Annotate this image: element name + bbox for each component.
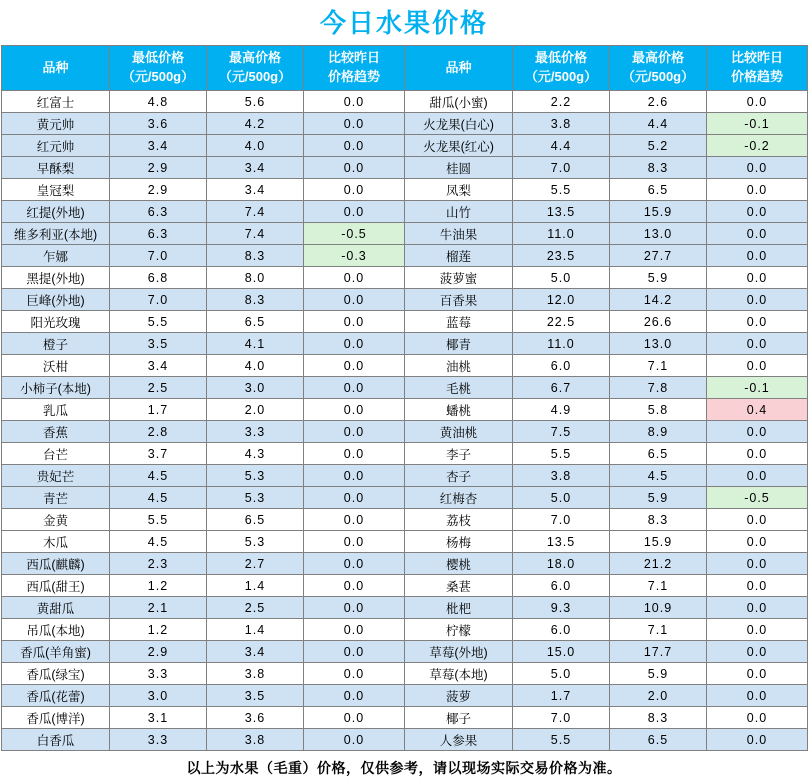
header-name-left: 品种	[2, 46, 110, 91]
cell-trend-right: 0.0	[707, 443, 808, 465]
header-high-left	[207, 46, 304, 91]
cell-low-left: 1.2	[110, 575, 207, 597]
cell-low-left: 2.3	[110, 553, 207, 575]
cell-low-left: 2.9	[110, 641, 207, 663]
cell-high-right: 15.9	[610, 201, 707, 223]
cell-low-right: 5.5	[513, 443, 610, 465]
cell-high-left: 2.0	[207, 399, 304, 421]
cell-low-left: 3.3	[110, 729, 207, 751]
cell-low-right: 4.9	[513, 399, 610, 421]
cell-trend-right: 0.0	[707, 531, 808, 553]
cell-high-left: 4.0	[207, 135, 304, 157]
cell-low-left: 4.5	[110, 531, 207, 553]
table-row	[2, 509, 808, 531]
cell-high-right: 27.7	[610, 245, 707, 267]
cell-low-right: 2.2	[513, 91, 610, 113]
cell-trend-left: 0.0	[304, 707, 405, 729]
cell-trend-right: 0.0	[707, 707, 808, 729]
cell-low-left: 6.3	[110, 201, 207, 223]
cell-low-right: 6.0	[513, 355, 610, 377]
cell-name-left: 白香瓜	[2, 729, 110, 751]
cell-name-right: 蓝莓	[405, 311, 513, 333]
cell-name-right: 樱桃	[405, 553, 513, 575]
header-high-right-line1: 最高价格	[631, 50, 684, 66]
cell-low-left: 3.3	[110, 663, 207, 685]
cell-low-right: 12.0	[513, 289, 610, 311]
cell-trend-left: 0.0	[304, 179, 405, 201]
cell-name-left: 黑提(外地)	[2, 267, 110, 289]
cell-high-left: 3.3	[207, 421, 304, 443]
cell-name-left: 吊瓜(本地)	[2, 619, 110, 641]
cell-trend-right: 0.0	[707, 553, 808, 575]
header-high-right-line2: （元/500g）	[621, 69, 695, 85]
cell-trend-right: 0.0	[707, 619, 808, 641]
cell-trend-left: 0.0	[304, 311, 405, 333]
cell-low-left: 2.9	[110, 157, 207, 179]
cell-high-left: 2.7	[207, 553, 304, 575]
cell-high-right: 5.9	[610, 663, 707, 685]
table-row	[2, 729, 808, 751]
header-trend-right-line1: 比较昨日	[730, 50, 783, 66]
table-row	[2, 91, 808, 113]
cell-high-left: 3.0	[207, 377, 304, 399]
cell-name-right: 火龙果(白心)	[405, 113, 513, 135]
cell-high-left: 5.3	[207, 465, 304, 487]
table-row	[2, 179, 808, 201]
cell-name-left: 木瓜	[2, 531, 110, 553]
cell-low-left: 2.8	[110, 421, 207, 443]
cell-high-right: 21.2	[610, 553, 707, 575]
cell-trend-left: 0.0	[304, 685, 405, 707]
cell-high-right: 2.6	[610, 91, 707, 113]
cell-high-right: 7.1	[610, 575, 707, 597]
cell-trend-right: 0.0	[707, 663, 808, 685]
cell-name-right: 油桃	[405, 355, 513, 377]
cell-low-left: 2.1	[110, 597, 207, 619]
cell-low-left: 3.4	[110, 135, 207, 157]
header-low-right	[513, 46, 610, 91]
cell-name-left: 小柿子(本地)	[2, 377, 110, 399]
table-row	[2, 245, 808, 267]
table-row	[2, 421, 808, 443]
cell-high-right: 15.9	[610, 531, 707, 553]
cell-high-left: 4.1	[207, 333, 304, 355]
table-row	[2, 685, 808, 707]
table-row	[2, 289, 808, 311]
cell-trend-left: 0.0	[304, 641, 405, 663]
header-trend-left	[304, 46, 405, 91]
cell-name-left: 早酥梨	[2, 157, 110, 179]
cell-trend-left: 0.0	[304, 575, 405, 597]
cell-high-left: 1.4	[207, 575, 304, 597]
cell-trend-right: 0.0	[707, 157, 808, 179]
header-low-right-line1: 最低价格	[534, 50, 587, 66]
cell-high-left: 3.8	[207, 663, 304, 685]
cell-name-right: 甜瓜(小蜜)	[405, 91, 513, 113]
cell-high-left: 3.6	[207, 707, 304, 729]
table-body	[2, 91, 808, 751]
cell-high-right: 8.3	[610, 707, 707, 729]
cell-high-left: 3.5	[207, 685, 304, 707]
cell-high-left: 4.3	[207, 443, 304, 465]
cell-high-left: 3.4	[207, 179, 304, 201]
cell-low-right: 5.5	[513, 729, 610, 751]
header-low-right-line2: （元/500g）	[524, 69, 598, 85]
cell-low-left: 7.0	[110, 289, 207, 311]
table-row	[2, 619, 808, 641]
cell-name-left: 香瓜(羊角蜜)	[2, 641, 110, 663]
cell-name-right: 荔枝	[405, 509, 513, 531]
cell-low-left: 4.8	[110, 91, 207, 113]
cell-low-right: 9.3	[513, 597, 610, 619]
cell-trend-right: 0.0	[707, 509, 808, 531]
cell-high-right: 4.4	[610, 113, 707, 135]
cell-low-right: 13.5	[513, 201, 610, 223]
cell-name-left: 橙子	[2, 333, 110, 355]
cell-low-right: 3.8	[513, 465, 610, 487]
cell-low-left: 5.5	[110, 311, 207, 333]
cell-low-left: 6.8	[110, 267, 207, 289]
table-row	[2, 201, 808, 223]
cell-name-right: 火龙果(红心)	[405, 135, 513, 157]
header-trend-left-line2: 价格趋势	[327, 69, 380, 85]
header-high-right	[610, 46, 707, 91]
cell-trend-right: 0.4	[707, 399, 808, 421]
cell-high-right: 14.2	[610, 289, 707, 311]
cell-name-right: 杏子	[405, 465, 513, 487]
cell-name-left: 青芒	[2, 487, 110, 509]
cell-name-left: 皇冠梨	[2, 179, 110, 201]
table-row	[2, 663, 808, 685]
table-row	[2, 531, 808, 553]
cell-name-right: 蟠桃	[405, 399, 513, 421]
cell-high-right: 2.0	[610, 685, 707, 707]
table-row	[2, 465, 808, 487]
cell-name-left: 黄元帅	[2, 113, 110, 135]
cell-high-right: 6.5	[610, 179, 707, 201]
cell-name-right: 人参果	[405, 729, 513, 751]
cell-trend-left: 0.0	[304, 597, 405, 619]
cell-trend-left: 0.0	[304, 399, 405, 421]
cell-trend-right: -0.1	[707, 113, 808, 135]
cell-name-right: 柠檬	[405, 619, 513, 641]
cell-trend-right: 0.0	[707, 597, 808, 619]
table-row	[2, 377, 808, 399]
cell-name-left: 乍娜	[2, 245, 110, 267]
cell-trend-left: 0.0	[304, 531, 405, 553]
cell-low-left: 2.9	[110, 179, 207, 201]
cell-low-left: 1.2	[110, 619, 207, 641]
cell-trend-right: 0.0	[707, 245, 808, 267]
page-title: 今日水果价格	[319, 8, 488, 38]
footer-note: 以上为水果（毛重）价格，仅供参考，请以现场实际交易价格为准。	[186, 760, 622, 777]
cell-high-right: 5.9	[610, 487, 707, 509]
table-row	[2, 157, 808, 179]
cell-name-right: 黄油桃	[405, 421, 513, 443]
cell-name-left: 红富士	[2, 91, 110, 113]
cell-trend-left: 0.0	[304, 465, 405, 487]
cell-trend-left: 0.0	[304, 619, 405, 641]
cell-trend-left: 0.0	[304, 157, 405, 179]
cell-low-left: 2.5	[110, 377, 207, 399]
table-row	[2, 641, 808, 663]
cell-low-left: 6.3	[110, 223, 207, 245]
cell-name-right: 草莓(外地)	[405, 641, 513, 663]
cell-name-right: 椰青	[405, 333, 513, 355]
cell-low-left: 4.5	[110, 465, 207, 487]
cell-name-left: 红提(外地)	[2, 201, 110, 223]
cell-trend-left: 0.0	[304, 135, 405, 157]
cell-name-right: 菠萝	[405, 685, 513, 707]
cell-trend-left: 0.0	[304, 509, 405, 531]
cell-trend-left: 0.0	[304, 113, 405, 135]
cell-name-right: 凤梨	[405, 179, 513, 201]
cell-name-left: 香瓜(花蕾)	[2, 685, 110, 707]
cell-high-right: 8.3	[610, 157, 707, 179]
cell-name-left: 黄甜瓜	[2, 597, 110, 619]
header-trend-right	[707, 46, 808, 91]
cell-name-right: 牛油果	[405, 223, 513, 245]
cell-high-left: 3.8	[207, 729, 304, 751]
cell-high-left: 6.5	[207, 509, 304, 531]
cell-low-right: 23.5	[513, 245, 610, 267]
cell-name-right: 百香果	[405, 289, 513, 311]
cell-trend-right: 0.0	[707, 223, 808, 245]
cell-trend-right: 0.0	[707, 333, 808, 355]
cell-trend-right: 0.0	[707, 201, 808, 223]
cell-name-right: 椰子	[405, 707, 513, 729]
cell-name-left: 巨峰(外地)	[2, 289, 110, 311]
cell-high-left: 3.4	[207, 157, 304, 179]
cell-name-left: 贵妃芒	[2, 465, 110, 487]
cell-low-right: 7.5	[513, 421, 610, 443]
cell-trend-right: 0.0	[707, 311, 808, 333]
cell-low-right: 6.0	[513, 619, 610, 641]
cell-high-left: 7.4	[207, 201, 304, 223]
cell-name-left: 乳瓜	[2, 399, 110, 421]
cell-trend-right: 0.0	[707, 267, 808, 289]
table-row	[2, 553, 808, 575]
cell-trend-right: 0.0	[707, 91, 808, 113]
cell-low-right: 11.0	[513, 333, 610, 355]
cell-name-right: 桑葚	[405, 575, 513, 597]
cell-trend-left: -0.3	[304, 245, 405, 267]
cell-trend-left: 0.0	[304, 487, 405, 509]
cell-high-left: 8.3	[207, 289, 304, 311]
cell-low-right: 6.0	[513, 575, 610, 597]
cell-trend-left: 0.0	[304, 267, 405, 289]
cell-high-left: 5.6	[207, 91, 304, 113]
cell-low-left: 3.0	[110, 685, 207, 707]
header-low-left	[110, 46, 207, 91]
cell-high-right: 7.1	[610, 619, 707, 641]
header-trend-right-line2: 价格趋势	[730, 69, 783, 85]
cell-name-right: 榴莲	[405, 245, 513, 267]
cell-high-left: 7.4	[207, 223, 304, 245]
cell-high-left: 4.0	[207, 355, 304, 377]
cell-name-left: 香瓜(绿宝)	[2, 663, 110, 685]
table-row	[2, 311, 808, 333]
cell-low-right: 5.0	[513, 663, 610, 685]
cell-name-left: 红元帅	[2, 135, 110, 157]
table-row	[2, 487, 808, 509]
cell-trend-left: 0.0	[304, 553, 405, 575]
cell-high-right: 13.0	[610, 223, 707, 245]
cell-low-right: 11.0	[513, 223, 610, 245]
cell-high-right: 17.7	[610, 641, 707, 663]
cell-trend-right: 0.0	[707, 355, 808, 377]
cell-high-right: 8.3	[610, 509, 707, 531]
table-row	[2, 597, 808, 619]
header-high-left-line1: 最高价格	[228, 50, 281, 66]
table-row	[2, 223, 808, 245]
cell-name-left: 西瓜(甜王)	[2, 575, 110, 597]
cell-high-left: 5.3	[207, 531, 304, 553]
cell-trend-right: 0.0	[707, 465, 808, 487]
cell-high-right: 13.0	[610, 333, 707, 355]
cell-high-left: 8.0	[207, 267, 304, 289]
cell-high-right: 7.8	[610, 377, 707, 399]
cell-trend-left: 0.0	[304, 377, 405, 399]
cell-low-left: 3.6	[110, 113, 207, 135]
cell-low-right: 7.0	[513, 157, 610, 179]
cell-low-left: 3.4	[110, 355, 207, 377]
cell-low-right: 13.5	[513, 531, 610, 553]
cell-trend-left: 0.0	[304, 729, 405, 751]
cell-name-left: 金黄	[2, 509, 110, 531]
cell-low-right: 4.4	[513, 135, 610, 157]
cell-trend-right: -0.1	[707, 377, 808, 399]
cell-trend-left: 0.0	[304, 201, 405, 223]
cell-low-left: 3.1	[110, 707, 207, 729]
cell-high-left: 6.5	[207, 311, 304, 333]
cell-trend-left: 0.0	[304, 421, 405, 443]
cell-low-right: 1.7	[513, 685, 610, 707]
cell-name-left: 沃柑	[2, 355, 110, 377]
cell-trend-right: 0.0	[707, 729, 808, 751]
table-row	[2, 707, 808, 729]
cell-trend-left: 0.0	[304, 663, 405, 685]
cell-trend-left: 0.0	[304, 289, 405, 311]
cell-low-right: 18.0	[513, 553, 610, 575]
cell-name-right: 李子	[405, 443, 513, 465]
cell-low-right: 15.0	[513, 641, 610, 663]
cell-high-left: 2.5	[207, 597, 304, 619]
cell-trend-left: 0.0	[304, 355, 405, 377]
cell-name-right: 桂圆	[405, 157, 513, 179]
cell-low-right: 22.5	[513, 311, 610, 333]
cell-low-left: 3.7	[110, 443, 207, 465]
cell-low-left: 7.0	[110, 245, 207, 267]
table-row	[2, 355, 808, 377]
cell-low-left: 4.5	[110, 487, 207, 509]
cell-high-right: 5.9	[610, 267, 707, 289]
cell-name-left: 维多利亚(本地)	[2, 223, 110, 245]
cell-high-left: 4.2	[207, 113, 304, 135]
cell-low-left: 3.5	[110, 333, 207, 355]
cell-high-right: 7.1	[610, 355, 707, 377]
cell-name-left: 西瓜(麒麟)	[2, 553, 110, 575]
cell-name-left: 香蕉	[2, 421, 110, 443]
cell-trend-left: 0.0	[304, 333, 405, 355]
cell-name-right: 杨梅	[405, 531, 513, 553]
cell-low-right: 6.7	[513, 377, 610, 399]
header-high-left-line2: （元/500g）	[218, 69, 292, 85]
cell-trend-left: 0.0	[304, 443, 405, 465]
table-row	[2, 113, 808, 135]
fruit-price-table	[1, 45, 808, 751]
cell-low-right: 5.0	[513, 487, 610, 509]
cell-low-right: 5.5	[513, 179, 610, 201]
cell-name-right: 菠萝蜜	[405, 267, 513, 289]
cell-low-right: 3.8	[513, 113, 610, 135]
table-row	[2, 135, 808, 157]
cell-name-right: 毛桃	[405, 377, 513, 399]
cell-trend-right: 0.0	[707, 421, 808, 443]
cell-high-right: 10.9	[610, 597, 707, 619]
cell-name-right: 草莓(本地)	[405, 663, 513, 685]
cell-high-left: 3.4	[207, 641, 304, 663]
cell-name-left: 台芒	[2, 443, 110, 465]
cell-high-left: 1.4	[207, 619, 304, 641]
cell-low-left: 1.7	[110, 399, 207, 421]
cell-high-right: 8.9	[610, 421, 707, 443]
table-row	[2, 333, 808, 355]
cell-name-right: 红梅杏	[405, 487, 513, 509]
cell-high-right: 6.5	[610, 443, 707, 465]
table-row	[2, 399, 808, 421]
table-header-row	[2, 46, 808, 91]
cell-high-right: 4.5	[610, 465, 707, 487]
cell-low-right: 5.0	[513, 267, 610, 289]
header-trend-left-line1: 比较昨日	[327, 50, 380, 66]
cell-trend-left: 0.0	[304, 91, 405, 113]
cell-name-left: 香瓜(博洋)	[2, 707, 110, 729]
cell-trend-left: -0.5	[304, 223, 405, 245]
cell-high-right: 6.5	[610, 729, 707, 751]
cell-trend-right: 0.0	[707, 685, 808, 707]
cell-low-left: 5.5	[110, 509, 207, 531]
table-row	[2, 443, 808, 465]
cell-high-left: 8.3	[207, 245, 304, 267]
header-low-left-line1: 最低价格	[131, 50, 184, 66]
cell-high-right: 26.6	[610, 311, 707, 333]
cell-name-right: 山竹	[405, 201, 513, 223]
cell-high-right: 5.2	[610, 135, 707, 157]
cell-low-right: 7.0	[513, 707, 610, 729]
table-row	[2, 575, 808, 597]
cell-name-right: 枇杷	[405, 597, 513, 619]
header-name-right: 品种	[405, 46, 513, 91]
cell-high-right: 5.8	[610, 399, 707, 421]
cell-trend-right: 0.0	[707, 289, 808, 311]
cell-trend-right: 0.0	[707, 179, 808, 201]
cell-trend-right: 0.0	[707, 641, 808, 663]
header-low-left-line2: （元/500g）	[121, 69, 195, 85]
table-row	[2, 267, 808, 289]
cell-high-left: 5.3	[207, 487, 304, 509]
cell-trend-right: -0.5	[707, 487, 808, 509]
cell-name-left: 阳光玫瑰	[2, 311, 110, 333]
cell-low-right: 7.0	[513, 509, 610, 531]
cell-trend-right: -0.2	[707, 135, 808, 157]
cell-trend-right: 0.0	[707, 575, 808, 597]
